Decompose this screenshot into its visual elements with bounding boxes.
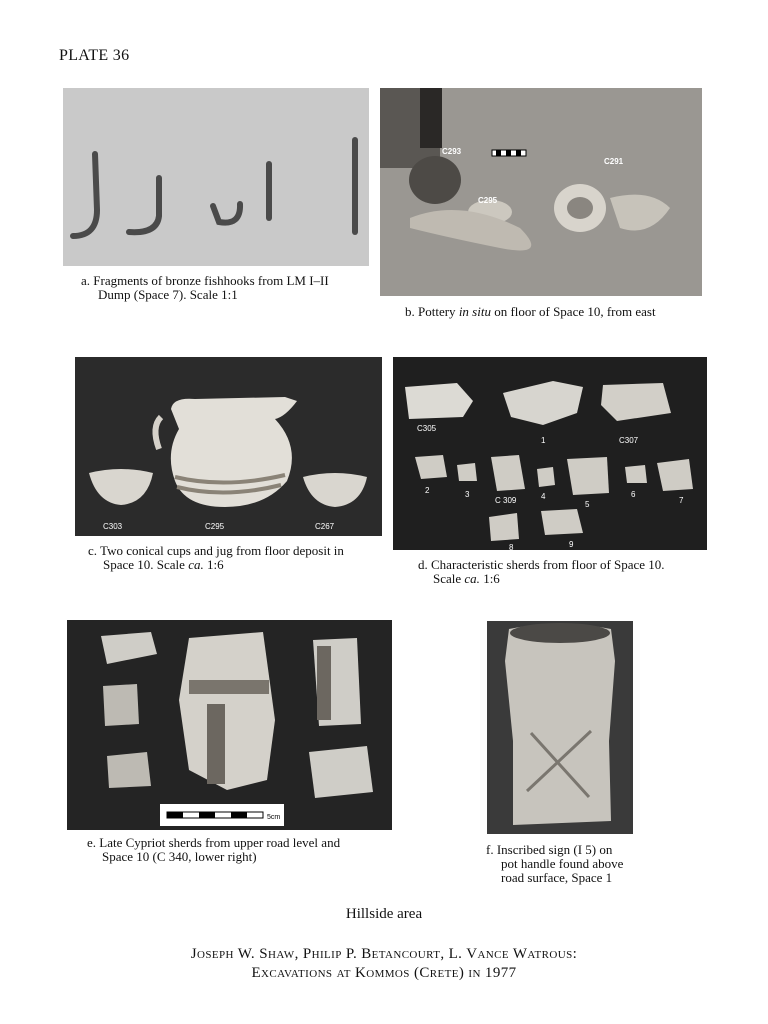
photo-pottery-in-situ xyxy=(380,88,702,296)
photo-label: C267 xyxy=(315,522,335,531)
photo-label: 3 xyxy=(465,490,470,499)
photo-label: 2 xyxy=(425,486,430,495)
photo-label: 4 xyxy=(541,492,546,501)
photo-label: C295 xyxy=(205,522,225,531)
photo-characteristic-sherds xyxy=(393,357,707,550)
photo-label: C307 xyxy=(619,436,639,445)
photo-label: C305 xyxy=(417,424,437,433)
photo-label: 1 xyxy=(541,436,546,445)
caption-c: c. Two conical cups and jug from floor deposit in Space 10. Scale ca. 1:6 xyxy=(88,543,344,572)
photo-label: 7 xyxy=(679,496,684,505)
photo-cups-and-jug xyxy=(75,357,382,536)
caption-e: e. Late Cypriot sherds from upper road level and Space 10 (C 340, lower right) xyxy=(87,835,341,864)
photo-label: 9 xyxy=(569,540,574,549)
caption-b: b. Pottery in situ on floor of Space 10, from east xyxy=(405,304,656,319)
photo-label: 5 xyxy=(585,500,590,509)
photo-label: C293 xyxy=(442,147,462,156)
scale-bar-label: 5cm xyxy=(267,814,281,821)
photo-label: C291 xyxy=(604,157,624,166)
caption-f: f. Inscribed sign (I 5) on pot handle found above road surface, Space 1 xyxy=(486,842,624,885)
photo-late-cypriot-sherds xyxy=(67,620,392,830)
caption-a: a. Fragments of bronze fishhooks from LM I–II Dump (Space 7). Scale 1:1 xyxy=(81,273,329,302)
photo-label: C 309 xyxy=(495,496,517,505)
caption-d: d. Characteristic sherds from floor of Space 10. Scale ca. 1:6 xyxy=(418,557,665,586)
photo-label: C295 xyxy=(478,196,498,205)
photo-label: 6 xyxy=(631,490,636,499)
area-title: Hillside area xyxy=(345,906,423,922)
photo-label: C303 xyxy=(103,522,123,531)
plate-number: PLATE 36 xyxy=(59,47,130,64)
photo-label: 8 xyxy=(509,543,514,550)
credit-title: Excavations at Kommos (Crete) in 1977 xyxy=(251,965,517,981)
photo-inscribed-handle xyxy=(487,621,633,834)
credit-authors: Joseph W. Shaw, Philip P. Betancourt, L. Vance Watrous: xyxy=(190,946,578,962)
photo-fishhooks xyxy=(63,88,369,266)
